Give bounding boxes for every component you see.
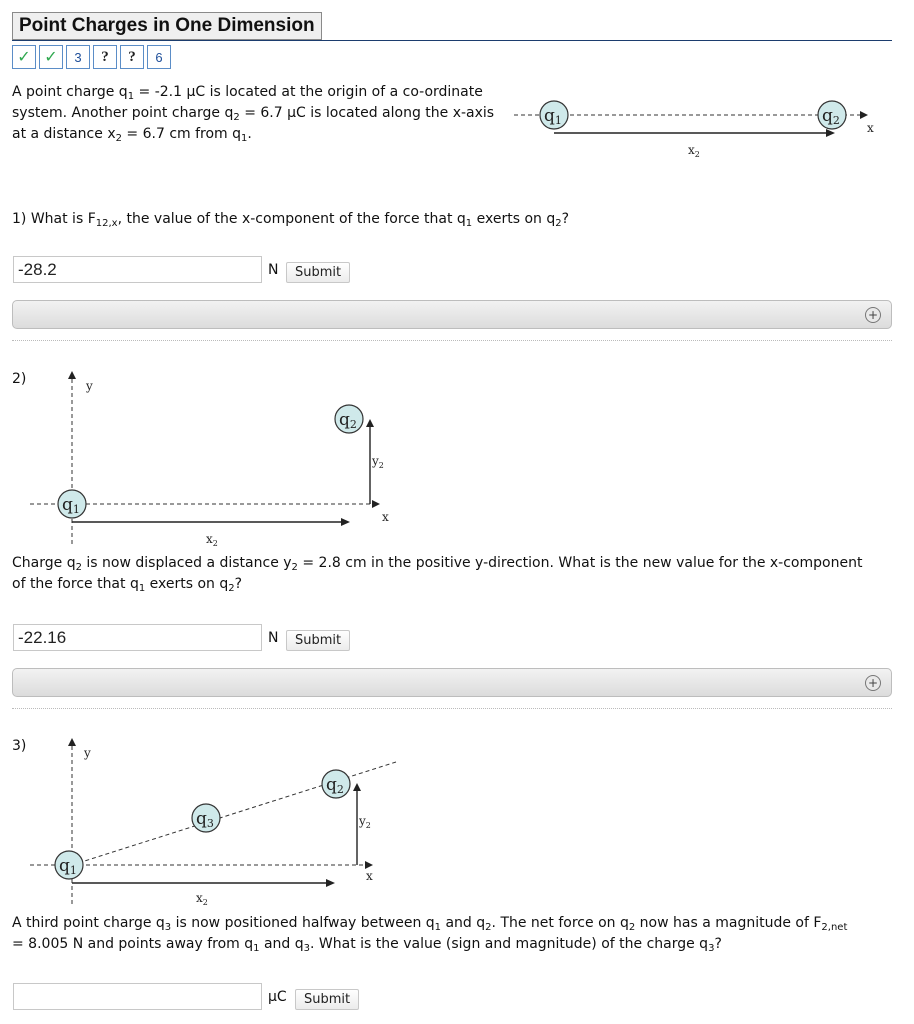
status-attempts-badge: 3 <box>66 45 90 69</box>
subscript: 1 <box>127 91 135 102</box>
q-text-part: = 2.8 cm in the positive y-direction. What is the new value for the x-component <box>297 555 863 571</box>
status-unanswered-icon: ? <box>120 45 144 69</box>
x-axis-arrowhead <box>860 111 868 119</box>
page-title: Point Charges in One Dimension <box>12 12 322 40</box>
subscript: 1 <box>138 583 146 594</box>
q-text-part: ? <box>714 936 722 952</box>
q-text-part: ? <box>234 576 243 592</box>
label-main: q <box>62 495 73 515</box>
question-1-text <box>12 209 892 230</box>
intro-text-part: A point charge q <box>12 84 128 100</box>
q-text-part: = 8.005 N and points away from q <box>12 936 254 952</box>
subscript: 12,x <box>95 218 118 229</box>
x2-label <box>196 891 208 907</box>
label-sub: 2 <box>212 539 218 548</box>
label-sub: 2 <box>202 898 208 907</box>
q-text-part: is now displaced a distance y <box>81 555 292 571</box>
submit-2-button[interactable]: Submit <box>286 630 350 651</box>
x2-label <box>688 143 700 159</box>
subscript: 1 <box>465 218 473 229</box>
intro-text-part: = 6.7 μC is located along the x-axis <box>239 105 495 121</box>
label-sub: 2 <box>694 150 700 159</box>
answer-1-unit: N <box>268 262 279 278</box>
label-main: x <box>206 532 213 546</box>
intro-text-part: system. Another point charge q <box>12 105 234 121</box>
diagram-third-charge <box>20 732 420 912</box>
subscript: 2 <box>233 112 240 123</box>
status-check-icon: ✓ <box>39 45 63 69</box>
question-3-number: 3) <box>12 738 27 754</box>
y2-label <box>371 454 384 470</box>
y2-label <box>358 814 371 830</box>
q-text-part: Charge q <box>12 555 76 571</box>
status-unanswered-icon: ? <box>93 45 117 69</box>
label-sub: 2 <box>365 821 371 830</box>
label-main: x <box>688 143 695 157</box>
status-check-icon: ✓ <box>12 45 36 69</box>
answer-3-unit: μC <box>268 989 287 1005</box>
expand-plus-icon[interactable]: + <box>865 307 881 323</box>
subscript: 2,net <box>821 922 848 933</box>
section-divider <box>12 340 892 341</box>
label-main: q <box>544 106 555 126</box>
subscript: 2 <box>75 562 82 573</box>
q-text-part: ? <box>561 211 570 227</box>
q-text-part: and q <box>441 915 486 931</box>
subscript: 2 <box>485 922 492 933</box>
label-main: x <box>196 891 203 905</box>
subscript: 2 <box>555 218 562 229</box>
x2-label <box>206 532 218 548</box>
x2-arrowhead <box>826 129 835 137</box>
subscript: 2 <box>291 562 298 573</box>
q-text-part: , the value of the x-component of the force that q <box>117 211 466 227</box>
subscript: 1 <box>434 922 442 933</box>
answer-2-input[interactable] <box>13 624 262 651</box>
label-sub: 1 <box>69 864 77 877</box>
subscript: 3 <box>303 943 311 954</box>
hint-bar-1[interactable] <box>12 300 892 329</box>
label-main: q <box>59 856 70 876</box>
intro-text-part: at a distance x <box>12 126 116 142</box>
y-axis-label: y <box>86 379 93 393</box>
intro-text-part: . <box>247 126 252 142</box>
q-text-part: 1) What is F <box>12 211 96 227</box>
section-divider <box>12 708 892 709</box>
y2-arrowhead <box>366 419 374 427</box>
label-sub: 2 <box>832 114 840 127</box>
x2-arrowhead <box>326 879 335 887</box>
q-text-part: exerts on q <box>472 211 556 227</box>
label-main: q <box>196 809 207 829</box>
label-sub: 2 <box>378 461 384 470</box>
question-2-text <box>12 553 897 595</box>
intro-text-part: = 6.7 cm from q <box>121 126 242 142</box>
question-3-text <box>12 913 897 955</box>
subscript: 2 <box>228 583 235 594</box>
part-status-row <box>12 45 174 69</box>
q-text-part: exerts on q <box>145 576 229 592</box>
answer-1-input[interactable] <box>13 256 262 283</box>
subscript: 3 <box>164 922 172 933</box>
q-text-part: is now positioned halfway between q <box>171 915 435 931</box>
y-axis-arrowhead <box>68 371 76 379</box>
y-axis-arrowhead <box>68 738 76 746</box>
x-axis-label: x <box>366 869 373 883</box>
label-main: q <box>822 106 833 126</box>
title-divider <box>12 40 892 41</box>
expand-plus-icon[interactable]: + <box>865 675 881 691</box>
subscript: 1 <box>241 133 248 144</box>
status-attempts-badge: 6 <box>147 45 171 69</box>
subscript: 3 <box>708 943 715 954</box>
q-text-part: and q <box>259 936 304 952</box>
q-text-part: of the force that q <box>12 576 139 592</box>
hint-bar-2[interactable] <box>12 668 892 697</box>
subscript: 1 <box>253 943 260 954</box>
label-sub: 2 <box>336 783 344 796</box>
x-axis-arrowhead <box>372 500 380 508</box>
label-sub: 2 <box>349 418 357 431</box>
intro-text <box>12 82 512 145</box>
submit-1-button[interactable]: Submit <box>286 262 350 283</box>
q-text-part: A third point charge q <box>12 915 165 931</box>
label-sub: 1 <box>554 114 562 127</box>
diagram-1d-charges <box>510 92 900 162</box>
intro-text-part: = -2.1 μC is located at the origin of a co-ordinate <box>134 84 483 100</box>
diagram-2d-displaced <box>20 365 420 550</box>
x-axis-label: x <box>867 121 874 135</box>
y2-arrowhead <box>353 783 361 791</box>
q-text-part: . The net force on q <box>491 915 629 931</box>
label-main: y <box>359 814 366 828</box>
label-main: q <box>339 410 350 430</box>
q-text-part: now has a magnitude of F <box>635 915 822 931</box>
answer-2-unit: N <box>268 630 279 646</box>
subscript: 2 <box>628 922 636 933</box>
label-main: q <box>326 775 337 795</box>
question-2-number: 2) <box>12 371 27 387</box>
answer-3-input[interactable] <box>13 983 262 1010</box>
y-axis-label: y <box>84 746 91 760</box>
x2-arrowhead <box>341 518 350 526</box>
submit-3-button[interactable]: Submit <box>295 989 359 1010</box>
label-main: y <box>372 454 379 468</box>
label-sub: 3 <box>206 817 214 830</box>
q-text-part: . What is the value (sign and magnitude) of the charge q <box>310 936 709 952</box>
label-sub: 1 <box>72 503 80 516</box>
x-axis-label: x <box>382 510 389 524</box>
x-axis-arrowhead <box>365 861 373 869</box>
subscript: 2 <box>115 133 122 144</box>
